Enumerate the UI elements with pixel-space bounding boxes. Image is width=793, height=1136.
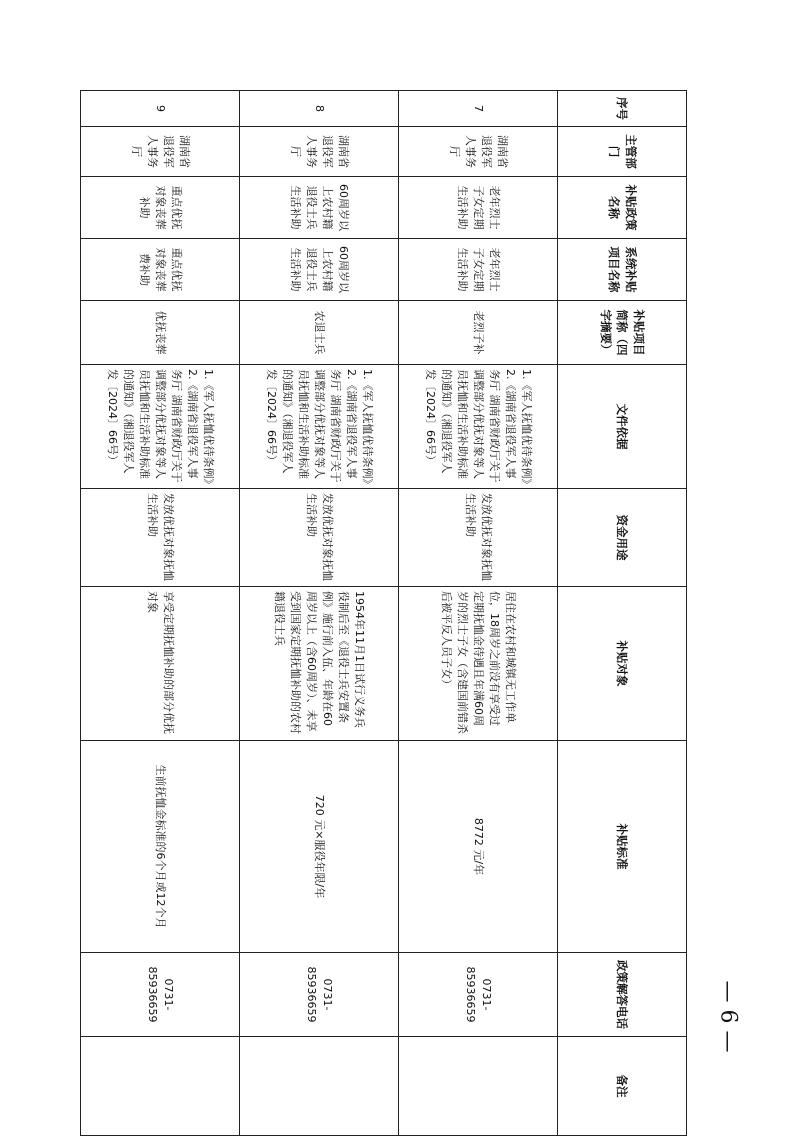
header-policy-name: 补贴政策名称 xyxy=(558,177,687,239)
header-phone: 政策解答电话 xyxy=(558,953,687,1037)
cell-short-name: 老烈子补 xyxy=(399,301,558,365)
basis-line: 2.《湖南省退役军人事务厅 湖南省财政厅关于调整部分优抚对象等人员抚恤和生活补助标准的通知》（湘退役军人发〔2024〕66号） xyxy=(424,369,517,483)
header-system-name: 系统补贴项目名称 xyxy=(558,239,687,301)
cell-short-name: 农退士兵 xyxy=(240,301,399,365)
basis-line: 1.《军人抚恤优待条例》 xyxy=(360,369,374,490)
table-row xyxy=(399,91,558,1136)
subsidy-table xyxy=(80,90,687,1136)
header-standard: 补贴标准 xyxy=(558,741,687,953)
basis-line: 1.《军人抚恤优待条例》 xyxy=(519,369,533,490)
header-short-name: 补贴项目简称（四字摘要） xyxy=(558,301,687,365)
cell-phone: 0731-85936659 xyxy=(81,953,240,1037)
cell-phone: 0731-85936659 xyxy=(240,953,399,1037)
cell-seq: 9 xyxy=(81,91,240,127)
basis-line: 1.《军人抚恤优待条例》 xyxy=(201,369,215,490)
cell-policy-name: 老年烈士子女定期生活补助 xyxy=(399,177,558,239)
rotated-table-container xyxy=(86,90,687,1098)
cell-usage: 发放优抚对象抚恤生活补助 xyxy=(81,489,240,587)
header-seq: 序号 xyxy=(558,91,687,127)
cell-phone: 0731-85936659 xyxy=(399,953,558,1037)
cell-system-name: 重点优抚对象丧葬费补助 xyxy=(81,239,240,301)
page-number-text: — 6 — xyxy=(715,980,741,1052)
basis-line: 2.《湖南省退役军人事务厅 湖南省财政厅关于调整部分优抚对象等人员抚恤和生活补助标准的通知》（湘退役军人发〔2024〕66号） xyxy=(265,369,358,483)
cell-usage: 发放优抚对象抚恤生活补助 xyxy=(240,489,399,587)
basis-line: 2.《湖南省退役军人事务厅 湖南省财政厅关于调整部分优抚对象等人员抚恤和生活补助标准的通知》（湘退役军人发〔2024〕66号） xyxy=(106,369,199,483)
cell-policy-name: 重点优抚对象丧葬补助 xyxy=(81,177,240,239)
cell-usage: 发放优抚对象抚恤生活补助 xyxy=(399,489,558,587)
cell-short-name: 优抚丧葬 xyxy=(81,301,240,365)
page-number xyxy=(708,966,748,1066)
cell-dept: 湖南省退役军人事务厅 xyxy=(399,127,558,177)
cell-system-name: 老年烈士子女定期生活补助 xyxy=(399,239,558,301)
header-remark: 备注 xyxy=(558,1037,687,1136)
cell-dept: 湖南省退役军人事务厅 xyxy=(240,127,399,177)
cell-target: 享受定期抚恤补助的部分优抚对象 xyxy=(81,587,240,741)
cell-basis xyxy=(240,365,399,489)
header-usage: 资金用途 xyxy=(558,489,687,587)
cell-standard: 8772 元/年 xyxy=(399,741,558,953)
cell-target: 1954年11月1日试行义务兵役制后至《退役士兵安置条例》施行前入伍、年龄在60周岁以上（含60周岁）、未享受到国家定期抚恤补助的农村籍退役士兵 xyxy=(240,587,399,741)
cell-seq: 7 xyxy=(399,91,558,127)
cell-target: 居住在农村和城镇无工作单位，18周岁之前没有享受过定期抚恤金待遇且年满60周岁的烈士子女（含建国前错杀后被平反人员子女） xyxy=(399,587,558,741)
table-row xyxy=(81,91,240,1136)
header-target: 补贴对象 xyxy=(558,587,687,741)
cell-policy-name: 60周岁以上农村籍退役士兵生活补助 xyxy=(240,177,399,239)
cell-standard: 生前抚恤金标准的6个月或12个月 xyxy=(81,741,240,953)
cell-dept: 湖南省退役军人事务厅 xyxy=(81,127,240,177)
header-basis: 文件依据 xyxy=(558,365,687,489)
header-row xyxy=(558,91,687,1136)
cell-system-name: 60周岁以上农村籍退役士兵生活补助 xyxy=(240,239,399,301)
cell-standard: 720 元×服役年限/年 xyxy=(240,741,399,953)
cell-basis xyxy=(81,365,240,489)
header-dept: 主管部门 xyxy=(558,127,687,177)
table-row xyxy=(240,91,399,1136)
cell-seq: 8 xyxy=(240,91,399,127)
cell-basis xyxy=(399,365,558,489)
